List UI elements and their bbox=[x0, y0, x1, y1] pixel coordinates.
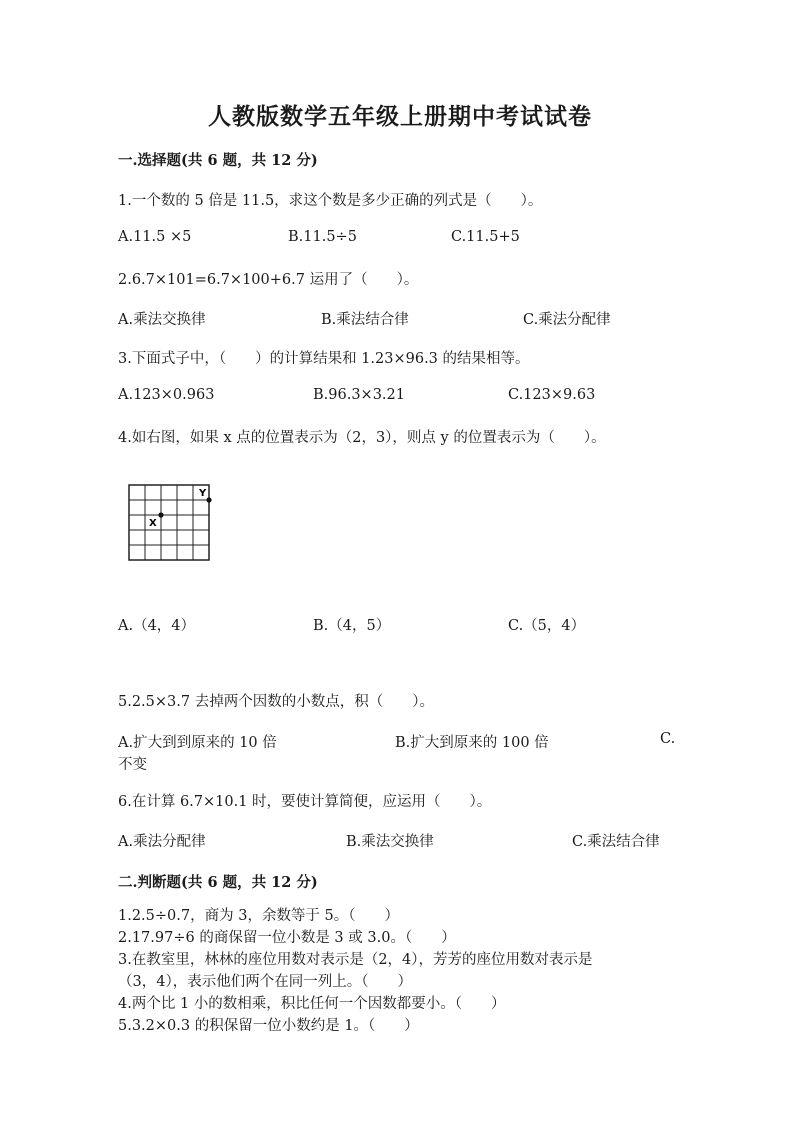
q5-option-c-letter: C. bbox=[660, 731, 676, 747]
q5-option-c-text: 不变 bbox=[118, 757, 147, 773]
q2-option-a: A.乘法交换律 bbox=[118, 312, 206, 328]
q4-option-c: C.（5，4） bbox=[508, 618, 586, 634]
point-x-label: X bbox=[149, 518, 157, 529]
exam-title: 人教版数学五年级上册期中考试试卷 bbox=[208, 103, 592, 130]
question-4: 4.如右图，如果 x 点的位置表示为（2，3），则点 y 的位置表示为（ ）。 bbox=[118, 430, 606, 446]
judge-item-2: 2.17.97÷6 的商保留一位小数是 3 或 3.0。（ ） bbox=[118, 930, 456, 946]
section-heading-choice: 一.选择题(共 6 题，共 12 分) bbox=[118, 152, 318, 169]
q4-option-a: A.（4，4） bbox=[118, 618, 196, 634]
q3-option-b: B.96.3×3.21 bbox=[313, 387, 405, 403]
q2-option-b: B.乘法结合律 bbox=[321, 312, 409, 328]
judge-item-4: 4.两个比 1 小的数相乘，积比任何一个因数都要小。（ ） bbox=[118, 996, 506, 1012]
q2-option-c: C.乘法分配律 bbox=[523, 312, 611, 328]
question-2: 2.6.7×101=6.7×100+6.7 运用了（ ）。 bbox=[118, 272, 419, 288]
q1-option-a: A.11.5 ×5 bbox=[118, 229, 192, 245]
q5-option-b: B.扩大到原来的 100 倍 bbox=[395, 735, 549, 751]
point-y-label: Y bbox=[199, 488, 207, 499]
point-x bbox=[158, 512, 163, 517]
coordinate-grid bbox=[128, 484, 214, 564]
q3-option-a: A.123×0.963 bbox=[118, 387, 215, 403]
q5-option-a: A.扩大到到原来的 10 倍 bbox=[118, 735, 277, 751]
q4-option-b: B.（4，5） bbox=[313, 618, 391, 634]
point-y bbox=[206, 497, 211, 502]
q3-option-c: C.123×9.63 bbox=[508, 387, 596, 403]
judge-item-3-line-1: 3.在教室里，林林的座位用数对表示是（2，4），芳芳的座位用数对表示是 bbox=[118, 952, 593, 968]
section-heading-judge: 二.判断题(共 6 题，共 12 分) bbox=[118, 874, 318, 891]
q6-option-a: A.乘法分配律 bbox=[118, 834, 206, 850]
q1-option-c: C.11.5+5 bbox=[451, 229, 520, 245]
q6-option-b: B.乘法交换律 bbox=[346, 834, 434, 850]
coordinate-grid-figure bbox=[128, 484, 214, 564]
judge-item-1: 1.2.5÷0.7，商为 3，余数等于 5。（ ） bbox=[118, 908, 400, 924]
judge-item-3-line-2: （3，4），表示他们两个在同一列上。（ ） bbox=[118, 974, 412, 990]
question-1: 1.一个数的 5 倍是 11.5，求这个数是多少正确的列式是（ ）。 bbox=[118, 193, 543, 209]
question-3: 3.下面式子中，（ ）的计算结果和 1.23×96.3 的结果相等。 bbox=[118, 351, 530, 367]
question-6: 6.在计算 6.7×10.1 时，要使计算简便，应运用（ ）。 bbox=[118, 794, 492, 810]
question-5: 5.2.5×3.7 去掉两个因数的小数点，积（ ）。 bbox=[118, 694, 434, 710]
judge-item-5: 5.3.2×0.3 的积保留一位小数约是 1。（ ） bbox=[118, 1018, 419, 1034]
q6-option-c: C.乘法结合律 bbox=[572, 834, 660, 850]
q1-option-b: B.11.5÷5 bbox=[288, 229, 357, 245]
